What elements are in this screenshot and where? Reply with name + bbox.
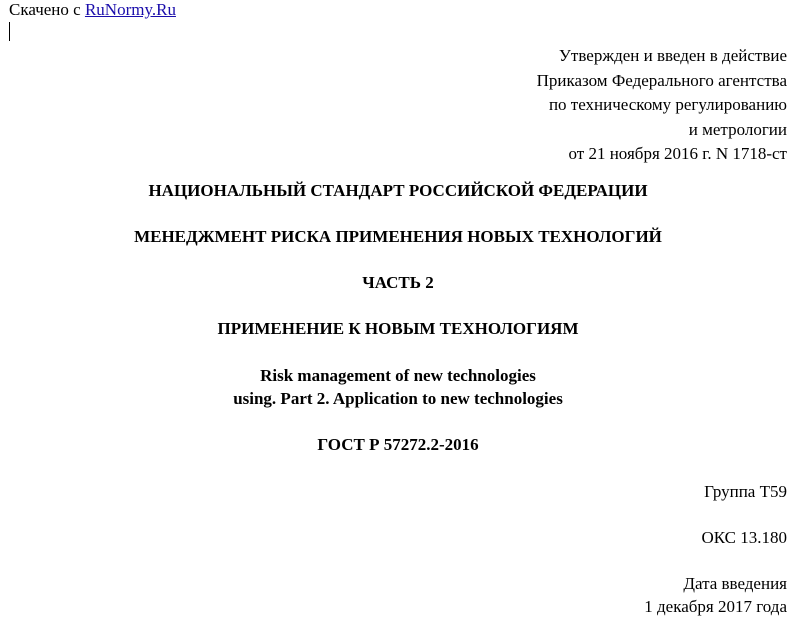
approval-line: Приказом Федерального агентства — [536, 70, 787, 90]
gost-code: ГОСТ Р 57272.2-2016 — [317, 435, 479, 454]
download-source — [9, 0, 176, 20]
part-number: ЧАСТЬ 2 — [362, 273, 434, 292]
approval-block — [537, 44, 787, 167]
group-code: Группа Т59 — [704, 482, 787, 501]
document-title: МЕНЕДЖМЕНТ РИСКА ПРИМЕНЕНИЯ НОВЫХ ТЕХНОЛОГИЙ — [134, 227, 662, 246]
download-prefix: Скачено с — [9, 0, 85, 19]
standard-heading: НАЦИОНАЛЬНЫЙ СТАНДАРТ РОССИЙСКОЙ ФЕДЕРАЦИИ — [148, 181, 648, 200]
english-title-line1: Risk management of new technologies — [260, 366, 536, 385]
approval-line: по техническому регулированию — [548, 95, 787, 114]
effective-date-value: 1 декабря 2017 года — [644, 597, 787, 616]
effective-date-label: Дата введения — [683, 574, 787, 593]
approval-line: и метрологии — [688, 119, 787, 139]
runormy-link[interactable]: RuNormy.Ru — [84, 0, 176, 19]
approval-line: от 21 ноября 2016 г. N 1718-ст — [568, 144, 787, 163]
oks-code: ОКС 13.180 — [701, 528, 787, 547]
approval-line: Утвержден и введен в действие — [558, 46, 787, 65]
english-title-line2: using. Part 2. Application to new technologies — [233, 389, 563, 408]
document-subtitle: ПРИМЕНЕНИЕ К НОВЫМ ТЕХНОЛОГИЯМ — [217, 319, 579, 338]
text-cursor — [9, 22, 10, 41]
